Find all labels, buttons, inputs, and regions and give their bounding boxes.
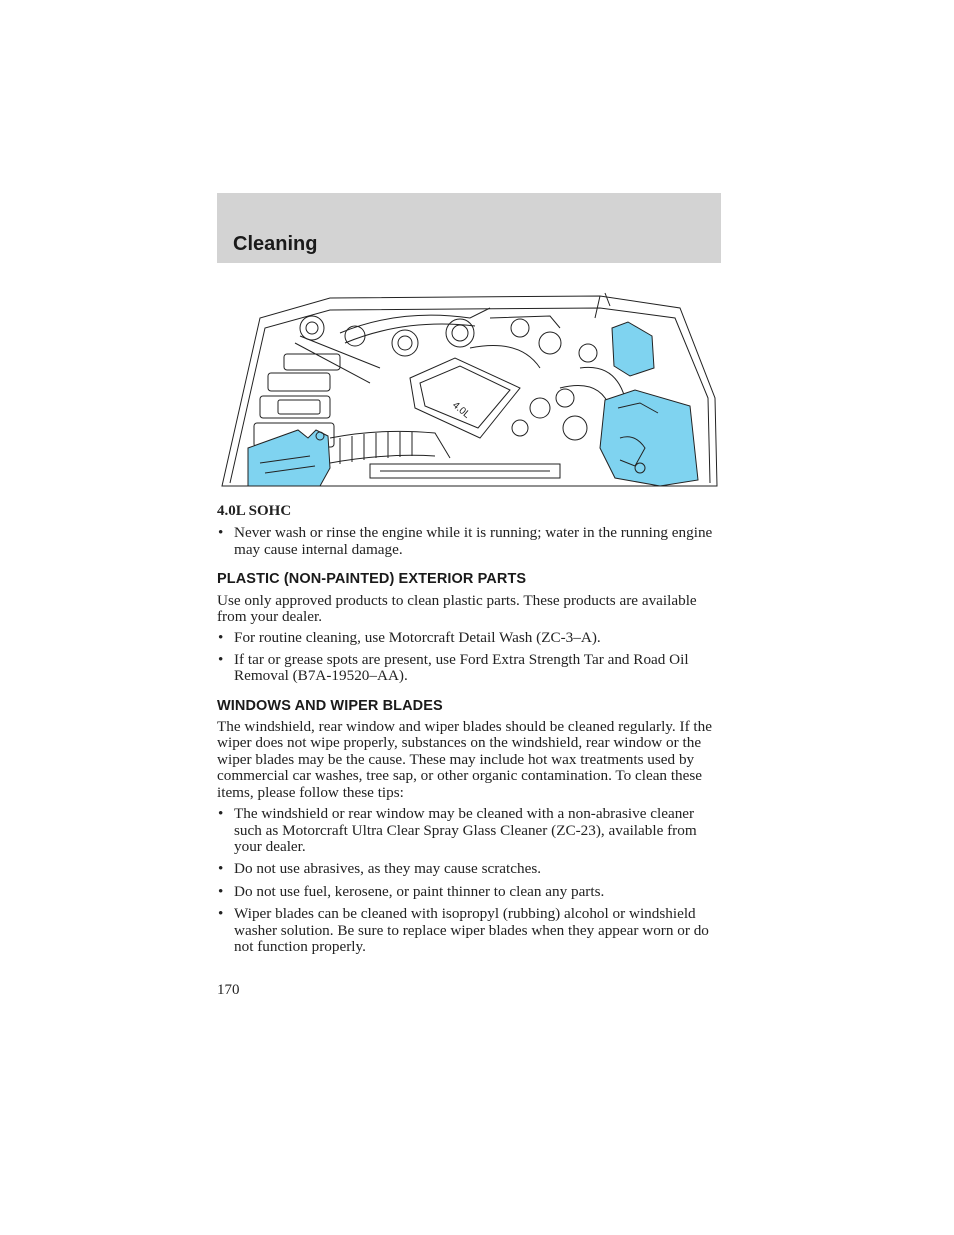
list-item-text: Do not use abrasives, as they may cause scratches. [234, 860, 542, 878]
list-item [217, 861, 723, 877]
list-item-text: The windshield or rear window may be cleaned with a non-abrasive cleaner such as Motorcraft Ultra Clear Spray Glass Cleaner (ZC-23), available from your dealer. [234, 805, 697, 855]
list-item [217, 652, 723, 685]
page-body [217, 503, 723, 960]
page-number: 170 [217, 982, 240, 998]
bullet-glyph: • [218, 650, 224, 668]
bullet-glyph: • [218, 905, 224, 923]
list-item-text: Never wash or rinse the engine while it is running; water in the running engine may cause internal damage. [234, 524, 713, 558]
list-item [217, 630, 723, 646]
windows-intro: The windshield, rear window and wiper blades should be cleaned regularly. If the wiper does not wipe properly, substances on the windshield, rear window or the wiper blades may be the cause. These may include hot wax treatments used by commercial car washes, tree sap, or other organic contamination. To clean these items, please follow these tips: [217, 718, 712, 801]
bullet-glyph: • [218, 860, 224, 878]
engine-compartment-illustration [220, 288, 720, 492]
list-item [217, 525, 723, 558]
engine-wash-warning [217, 525, 723, 558]
battery-highlight [612, 322, 654, 376]
list-item [217, 806, 723, 855]
bullet-glyph: • [218, 629, 224, 647]
windows-tips-list [217, 806, 723, 955]
list-item-text: Wiper blades can be cleaned with isopropyl (rubbing) alcohol or windshield washer solution. Be sure to replace wiper blades when they appear worn or do not function properly. [234, 905, 709, 955]
section-title: Cleaning [233, 233, 318, 255]
reservoir-highlight-left [248, 430, 330, 486]
list-item [217, 884, 723, 900]
plastic-parts-heading: PLASTIC (NON-PAINTED) EXTERIOR PARTS [217, 571, 527, 588]
list-item [217, 906, 723, 955]
bullet-glyph: • [218, 524, 224, 542]
engine-cover-label: 4.0L [450, 399, 473, 421]
bullet-glyph: • [218, 882, 224, 900]
list-item-text: If tar or grease spots are present, use Ford Extra Strength Tar and Road Oil Removal (B7A-19520–AA). [234, 650, 689, 685]
fuse-box-highlight [600, 390, 698, 486]
section-header [217, 193, 721, 263]
plastic-parts-intro: Use only approved products to clean plastic parts. These products are available from your dealer. [217, 591, 697, 626]
plastic-parts-list [217, 630, 723, 684]
bullet-glyph: • [218, 805, 224, 823]
windows-heading: WINDOWS AND WIPER BLADES [217, 697, 443, 714]
figure-caption: 4.0L SOHC [217, 503, 292, 519]
list-item-text: For routine cleaning, use Motorcraft Detail Wash (ZC-3–A). [234, 629, 601, 647]
list-item-text: Do not use fuel, kerosene, or paint thinner to clean any parts. [234, 882, 605, 900]
